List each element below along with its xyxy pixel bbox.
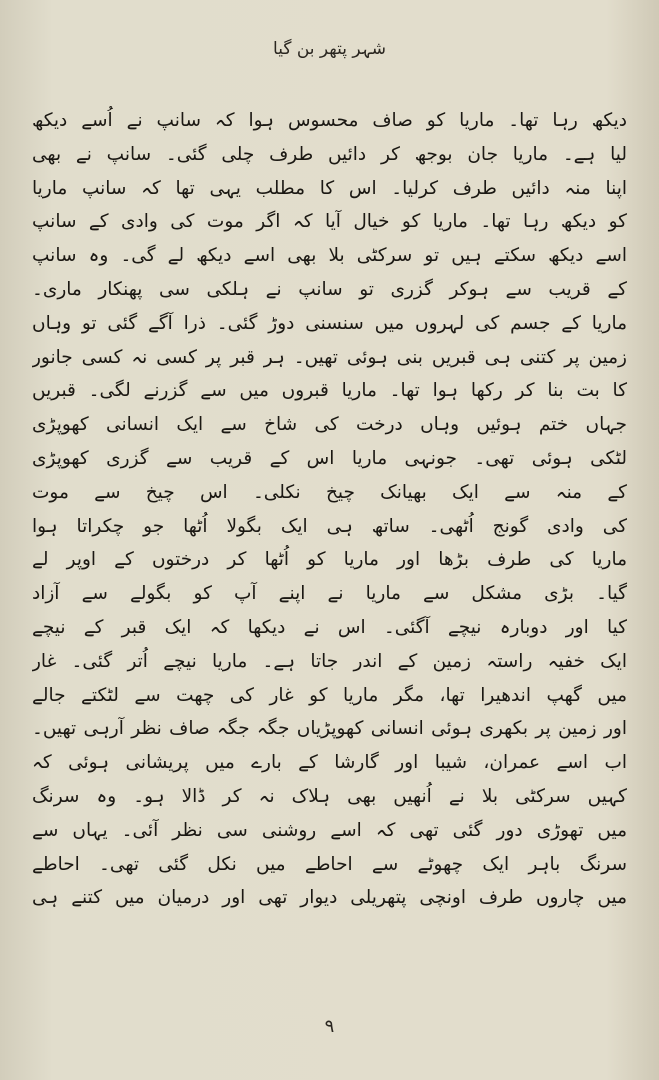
text-line: اپنا منہ دائیں طرف کرلیا۔ اس کا مطلب یہی تھا کہ سانپ ماریا [32,177,627,199]
text-line: ماریا کے جسم کی لہروں میں سنسنی دوڑ گئی۔ ذرا آگے گئی تو وہاں [32,312,627,334]
text-line: زمین پر کتنی ہی قبریں بنی ہوئی تھیں۔ ہر قبر پر کسی نہ کسی جانور [32,346,627,368]
text-line: کے منہ سے ایک بھیانک چیخ نکلی۔ اس چیخ سے موت [32,481,627,503]
body-text [32,104,627,1009]
text-line: ماریا کی طرف بڑھا اور ماریا کو اُٹھا کر درختوں کے اوپر لے [32,549,627,571]
text-line: ایک خفیہ راستہ زمین کے اندر جاتا ہے۔ ماریا نیچے اُتر گئی۔ غار [32,650,627,672]
page-number: ۹ [324,1016,335,1037]
text-line: اب اسے عمران، شیبا اور گارشا کے بارے میں پریشانی ہوئی کہ [32,752,627,774]
text-line: کہیں سرکٹی بلا نے اُنھیں بھی ہلاک نہ کر ڈالا ہو۔ وہ سرنگ [32,785,627,807]
text-line: لیا ہے۔ ماریا جان بوجھ کر دائیں طرف چلی گئی۔ سانپ نے بھی [32,143,627,165]
text-line: میں گھپ اندھیرا تھا، مگر ماریا کو غار کی چھت سے لٹکتے جالے [32,684,627,706]
text-line: اسے دیکھ سکتے ہیں تو سرکٹی بلا بھی اسے دیکھ لے گی۔ وہ سانپ [32,245,627,267]
running-title: شہر پتھر بن گیا [273,39,386,59]
text-line: اور زمین پر بکھری ہوئی انسانی کھوپڑیاں جگہ جگہ صاف نظر آرہی تھیں۔ [32,718,627,740]
text-line: سرنگ باہر ایک چھوٹے سے احاطے میں نکل گئی تھی۔ احاطے [32,853,627,875]
text-line: کی وادی گونج اُٹھی۔ ساتھ ہی ایک بگولا اُٹھا جو چکراتا ہوا [32,515,627,537]
text-line: میں چاروں طرف اونچی پتھریلی دیوار تھی اور درمیان میں کتنے ہی [32,887,627,909]
text-line: کے قریب سے ہوکر گزری تو سانپ نے ہلکی سی پھنکار ماری۔ [32,278,627,300]
text-line: میں تھوڑی دور گئی تھی کہ اسے روشنی سی نظر آئی۔ یہاں سے [32,819,627,841]
text-line: گیا۔ بڑی مشکل سے ماریا نے اپنے آپ کو بگولے سے آزاد [32,583,627,605]
text-line: کو دیکھ رہا تھا۔ ماریا کو خیال آیا کہ اگر موت کی وادی کے سانپ [32,211,627,233]
text-line: کا بت بنا کر رکھا ہوا تھا۔ ماریا قبروں میں سے گزرنے لگی۔ قبریں [32,380,627,402]
text-line: کیا اور دوبارہ نیچے آگئی۔ اس نے دیکھا کہ ایک قبر کے نیچے [32,616,627,638]
text-line: لٹکی ہوئی تھی۔ جونہی ماریا اس کے قریب سے گزری کھوپڑی [32,447,627,469]
text-line: جہاں ختم ہوئیں وہاں درخت کی شاخ سے ایک انسانی کھوپڑی [32,414,627,436]
text-line: دیکھ رہا تھا۔ ماریا کو صاف محسوس ہوا کہ سانپ نے اُسے دیکھ [32,110,627,131]
